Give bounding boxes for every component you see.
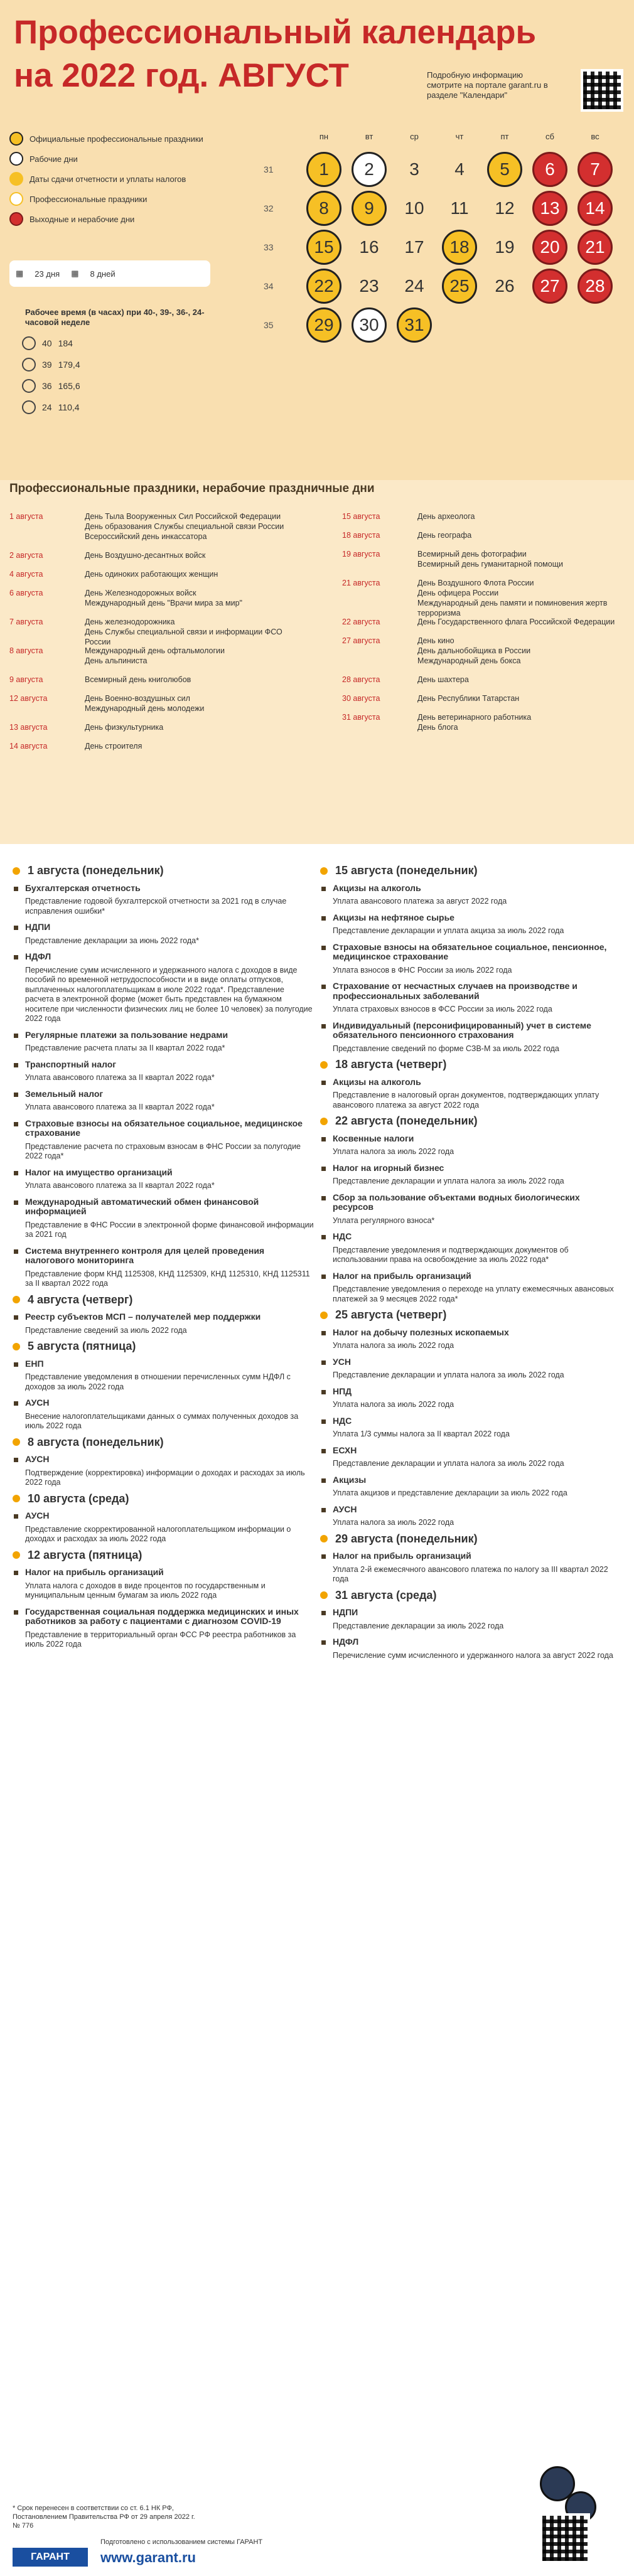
deadline-item <box>13 1607 314 1650</box>
date-heading <box>320 866 621 876</box>
calendar-day: 2 <box>352 152 387 187</box>
hours-list <box>22 333 80 418</box>
dot-icon <box>9 192 23 206</box>
calendar-day: 18 <box>442 230 477 265</box>
footnote: * Срок перенесен в соответствии со ст. 6.1 НК РФ, Постановлением Правительства РФ от 29 апреля 2022 г. № 776 <box>13 2504 195 2530</box>
calendar-week <box>264 306 618 345</box>
deadline-text: Представление декларации и уплата налога за июль 2022 года <box>333 1459 564 1468</box>
clock-icon <box>22 358 36 371</box>
deadline-text: Уплата авансового платежа за II квартал 2022 года* <box>25 1103 215 1111</box>
date-heading <box>13 1494 314 1504</box>
date-heading <box>320 1310 621 1320</box>
deadline-title: АУСН <box>333 1504 357 1514</box>
deadline-item <box>320 1551 621 1585</box>
deadline-item <box>13 1398 314 1431</box>
calendar-day: 14 <box>578 191 613 226</box>
deadline-text: Уплата авансового платежа за II квартал 2022 года* <box>25 1073 215 1082</box>
deadline-text: Представление декларации за июнь 2022 года* <box>25 936 199 945</box>
site-link[interactable]: www.garant.ru <box>100 2550 196 2565</box>
calendar-day: 9 <box>352 191 387 226</box>
deadline-title: НДПИ <box>25 922 51 932</box>
holiday-date: 21 августа <box>342 579 380 587</box>
calendar-day: 1 <box>306 152 341 187</box>
deadline-item <box>320 1357 621 1381</box>
deadline-title: Налог на добычу полезных ископаемых <box>333 1327 509 1337</box>
date-heading <box>320 1588 621 1601</box>
date-heading-text: 25 августа (четверг) <box>335 1308 447 1321</box>
day-header: чт <box>455 132 464 141</box>
calendar-week <box>264 267 618 306</box>
deadline-title: НДФЛ <box>25 951 51 961</box>
deadline-title: Государственная социальная поддержка медицинских и иных работников за работу с пациентами с диагнозом COVID-19 <box>25 1606 299 1626</box>
deadline-text: Уплата страховых взносов в ФСС России за июль 2022 года <box>333 1005 552 1013</box>
calendar-day <box>442 307 477 343</box>
holiday-date: 30 августа <box>342 694 380 703</box>
holiday-text: День Республики Татарстан <box>417 694 520 703</box>
deadline-text: Представление уведомления в отношении перечисленных сумм НДФЛ с доходов за июль 2022 года <box>25 1372 291 1391</box>
hours-week: 36 <box>42 380 52 391</box>
page-title: Профессиональный календарь <box>14 14 537 51</box>
deadline-title: Акцизы <box>333 1474 367 1485</box>
date-heading-text: 22 августа (понедельник) <box>335 1114 478 1127</box>
date-heading-text: 4 августа (четверг) <box>28 1293 133 1306</box>
holiday-text: Международный день офтальмологии День альпиниста <box>85 646 225 665</box>
deadline-text: Представление декларации и уплата налога за июль 2022 года <box>333 1371 564 1379</box>
date-heading <box>13 1548 314 1561</box>
deadline-item <box>13 1312 314 1335</box>
deadline-item <box>13 1511 314 1544</box>
legend-item: Официальные профессиональные праздники <box>30 134 203 144</box>
deadline-item <box>13 1568 314 1601</box>
bullet-icon <box>13 1438 20 1446</box>
deadline-title: Налог на прибыль организаций <box>333 1270 471 1281</box>
hours-value: 110,4 <box>58 402 80 412</box>
work-days: 23 дня <box>35 269 60 279</box>
holiday-text: День археолога <box>417 512 475 521</box>
deadline-title: Налог на имущество организаций <box>25 1167 173 1177</box>
date-heading <box>320 1534 621 1544</box>
deadline-text: Уплата авансового платежа за II квартал 2022 года* <box>25 1181 215 1190</box>
deadline-text: Уплата налога с доходов в виде процентов по государственным и муниципальным ценным бумагам за июль 2022 года <box>25 1581 266 1600</box>
date-heading-text: 31 августа (среда) <box>335 1588 437 1601</box>
holiday-date: 18 августа <box>342 531 380 540</box>
date-heading <box>13 1342 314 1352</box>
week-number: 32 <box>264 203 274 213</box>
deadline-title: АУСН <box>25 1398 50 1408</box>
deadline-title: НДПИ <box>333 1607 358 1617</box>
deadline-text: Уплата 2-й ежемесячного авансового платежа по налогу за III квартал 2022 года <box>333 1564 608 1583</box>
bullet-icon <box>320 1591 328 1599</box>
deadline-item <box>320 1077 621 1111</box>
calendar-day: 7 <box>578 152 613 187</box>
deadline-item <box>320 1475 621 1499</box>
deadline-text: Представление декларации и уплата акциза за июль 2022 года <box>333 926 564 935</box>
bullet-icon <box>320 1061 328 1069</box>
deadline-text: Уплата налога за июль 2022 года <box>333 1147 454 1156</box>
deadline-item <box>13 1089 314 1113</box>
holiday-date: 2 августа <box>9 551 43 560</box>
day-header: сб <box>545 132 554 141</box>
date-heading-text: 5 августа (пятница) <box>28 1340 136 1352</box>
clock-icon <box>22 379 36 393</box>
hours-value: 165,6 <box>58 380 80 391</box>
deadline-text: Уплата налога за июль 2022 года <box>333 1518 454 1527</box>
date-heading <box>13 1435 314 1448</box>
deadline-text: Представление в ФНС России в электронной форме финансовой информации за 2021 год <box>25 1220 314 1239</box>
brand-logo: ГАРАНТ <box>13 2548 88 2567</box>
holiday-text: День физкультурника <box>85 723 164 732</box>
holiday-text: Всемирный день фотографии Всемирный день гуманитарной помощи <box>417 550 563 569</box>
deadline-item <box>13 1168 314 1191</box>
deadline-text: Уплата 1/3 суммы налога за II квартал 2022 года <box>333 1430 510 1438</box>
calendar-day: 17 <box>404 237 424 257</box>
holiday-text: День шахтера <box>417 675 469 684</box>
deadline-title: Бухгалтерская отчетность <box>25 882 141 893</box>
deadline-item <box>320 1232 621 1265</box>
deadline-title: Индивидуальный (персонифицированный) учет в системе обязательного пенсионного страхования <box>333 1020 591 1040</box>
deadline-title: Регулярные платежи за пользование недрами <box>25 1029 228 1040</box>
calendar-icon: ▦ <box>16 269 24 278</box>
holiday-text: День железнодорожника День Службы специальной связи и информации ФСО России <box>85 617 282 646</box>
deadline-title: Налог на прибыль организаций <box>333 1551 471 1561</box>
deadline-text: Представление скорректированной налогоплательщиком информации о доходах и расходах за июль 2022 года <box>25 1524 291 1543</box>
deadline-item <box>320 1021 621 1054</box>
deadline-title: Страхование от несчастных случаев на производстве и профессиональных заболеваний <box>333 981 578 1001</box>
calendar-day: 30 <box>352 307 387 343</box>
info-text: Подробную информацию смотрите на портале garant.ru в разделе "Календари" <box>427 70 548 100</box>
holiday-text: День одиноких работающих женщин <box>85 570 218 579</box>
deadline-title: Косвенные налоги <box>333 1133 414 1143</box>
deadline-text: Уплата налога за июль 2022 года <box>333 1341 454 1350</box>
day-header: вт <box>365 132 373 141</box>
holiday-text: День Воздушно-десантных войск <box>85 551 206 560</box>
deadline-item <box>320 1193 621 1226</box>
holiday-date: 7 августа <box>9 617 43 626</box>
qr-code-icon <box>581 69 623 112</box>
deadline-title: Реестр субъектов МСП – получателей мер поддержки <box>25 1312 261 1322</box>
deadline-item <box>320 1163 621 1187</box>
foot-note: Подготовлено с использованием системы ГАРАНТ <box>100 2538 263 2546</box>
deadline-title: НДС <box>333 1415 352 1426</box>
holiday-text: День Железнодорожных войск Международный день "Врачи мира за мир" <box>85 589 242 607</box>
deadline-text: Перечисление сумм исчисленного и удержанного налога с доходов в виде пособий по временной нетрудоспособности и в виде оплаты отпусков, выплаченных налогоплательщикам в июле 2022 года*. Представление расчета в электронной форме (может быть представлен на бумажном носителе при численности физических лиц не более 10 человек) за полугодие 2022 года <box>25 965 313 1023</box>
calendar-day: 26 <box>495 276 515 296</box>
date-heading-text: 29 августа (понедельник) <box>335 1532 478 1545</box>
bullet-icon <box>13 1551 20 1559</box>
deadline-text: Представление уведомления о переходе на уплату ежемесячных авансовых платежей за 9 месяцев 2022 года* <box>333 1285 614 1303</box>
dot-icon <box>9 212 23 226</box>
legend-item: Профессиональные праздники <box>30 194 148 204</box>
calendar-day: 24 <box>404 276 424 296</box>
dot-icon <box>9 172 23 186</box>
deadline-title: Страховые взносы на обязательное социальное, пенсионное, медицинское страхование <box>333 941 607 961</box>
dot-icon <box>9 132 23 146</box>
deadline-text: Уплата взносов в ФНС России за июль 2022 года <box>333 965 512 975</box>
week-number: 33 <box>264 242 274 252</box>
deadline-title: Земельный налог <box>25 1088 104 1099</box>
date-heading <box>320 1116 621 1126</box>
deadline-text: Представление годовой бухгалтерской отчетности за 2021 год в случае исправления ошибки* <box>25 897 287 916</box>
holiday-text: День строителя <box>85 742 142 751</box>
bullet-icon <box>320 867 328 875</box>
deadline-title: Транспортный налог <box>25 1059 117 1069</box>
deadline-title: АУСН <box>25 1454 50 1464</box>
deadline-item <box>320 943 621 976</box>
legend-item: Выходные и нерабочие дни <box>30 214 135 224</box>
holiday-date: 13 августа <box>9 723 48 732</box>
deadline-item <box>320 1505 621 1528</box>
holiday-date: 28 августа <box>342 675 380 684</box>
deadline-title: НДС <box>333 1231 352 1241</box>
calendar-day: 19 <box>495 237 515 257</box>
hours-week: 40 <box>42 338 52 348</box>
bullet-icon <box>13 1296 20 1303</box>
calendar-day: 22 <box>306 269 341 304</box>
holiday-text: День Воздушного Флота России День офицера России Международный день памяти и поминовения жертв терроризма <box>417 579 608 617</box>
hours-week: 24 <box>42 402 52 412</box>
deadline-item <box>13 1359 314 1392</box>
deadline-text: Уплата авансового платежа за август 2022 года <box>333 897 507 906</box>
date-heading <box>13 1295 314 1305</box>
deadline-title: Сбор за пользование объектами водных биологических ресурсов <box>333 1192 580 1212</box>
holiday-text: День кино День дальнобойщика в России Международный день бокса <box>417 636 531 665</box>
deadline-text: Уплата налога за июль 2022 года <box>333 1400 454 1409</box>
qr-code-icon <box>540 2513 590 2563</box>
date-heading-text: 8 августа (понедельник) <box>28 1435 164 1448</box>
bullet-icon <box>320 1118 328 1125</box>
holiday-date: 12 августа <box>9 694 48 703</box>
deadline-text: Представление сведений за июль 2022 года <box>25 1325 187 1335</box>
legend-item: Рабочие дни <box>30 154 78 164</box>
date-heading-text: 12 августа (пятница) <box>28 1548 142 1561</box>
clock-icon <box>22 400 36 414</box>
deadline-text: Представление в налоговый орган документов, подтверждающих уплату авансового платежа за август 2022 года <box>333 1091 599 1109</box>
calendar-day: 29 <box>306 307 341 343</box>
deadline-title: Акцизы на алкоголь <box>333 1076 421 1087</box>
deadline-title: Налог на прибыль организаций <box>25 1567 164 1577</box>
deadline-item <box>13 1030 314 1054</box>
deadline-item <box>13 1060 314 1083</box>
holiday-text: День Государственного флага Российской Федерации <box>417 617 615 626</box>
work-hours-title: Рабочее время (в часах) при 40-, 39-, 36-, 24-часовой неделе <box>25 307 205 327</box>
bullet-icon <box>320 1535 328 1542</box>
deadline-item <box>13 922 314 946</box>
calendar-day: 11 <box>450 198 469 218</box>
calendar-day: 27 <box>532 269 567 304</box>
deadline-item <box>320 981 621 1015</box>
holiday-text: День географа <box>417 531 472 540</box>
deadline-item <box>320 1271 621 1305</box>
rest-days: 8 дней <box>90 269 116 279</box>
deadline-item <box>320 1446 621 1469</box>
deadline-title: Акцизы на нефтяное сырье <box>333 912 454 922</box>
holiday-date: 27 августа <box>342 636 380 645</box>
deadline-text: Уплата акцизов и представление декларации за июль 2022 года <box>333 1488 567 1497</box>
legend <box>9 129 248 229</box>
deadline-text: Представление сведений по форме СЗВ-М за июль 2022 года <box>333 1044 559 1053</box>
calendar-day: 23 <box>359 276 379 296</box>
day-header: ср <box>410 132 419 141</box>
deadline-title: Страховые взносы на обязательное социальное, медицинское страхование <box>25 1118 303 1138</box>
date-heading-text: 18 августа (четверг) <box>335 1058 447 1071</box>
bullet-icon <box>320 1312 328 1319</box>
hours-week: 39 <box>42 359 52 370</box>
deadline-title: НПД <box>333 1386 352 1396</box>
calendar-day: 25 <box>442 269 477 304</box>
calendar-day: 3 <box>409 159 419 179</box>
deadline-item <box>320 1387 621 1410</box>
deadline-text: Представление расчета платы за II квартал 2022 года* <box>25 1044 225 1052</box>
bullet-icon <box>13 867 20 875</box>
calendar-week <box>264 150 618 189</box>
holiday-date: 4 августа <box>9 570 43 579</box>
deadline-item <box>320 1637 621 1660</box>
deadline-item <box>320 1328 621 1351</box>
calendar-day: 8 <box>306 191 341 226</box>
holiday-date: 1 августа <box>9 512 43 521</box>
deadline-title: Налог на игорный бизнес <box>333 1162 444 1173</box>
calendar-day: 5 <box>487 152 522 187</box>
deadline-item <box>320 1134 621 1157</box>
hours-value: 179,4 <box>58 359 80 370</box>
deadline-text: Представление декларации за июль 2022 года <box>333 1621 504 1630</box>
dot-icon <box>9 152 23 166</box>
holiday-date: 6 августа <box>9 589 43 597</box>
deadline-text: Представление форм КНД 1125308, КНД 1125309, КНД 1125310, КНД 1125311 за II квартал 2022 года <box>25 1269 310 1288</box>
date-heading-text: 1 августа (понедельник) <box>28 864 164 877</box>
deadline-text: Представление в территориальный орган ФСС РФ реестра работников за июль 2022 года <box>25 1630 296 1649</box>
bullet-icon <box>13 1343 20 1350</box>
deadline-item <box>13 884 314 917</box>
holiday-text: День Военно-воздушных сил Международный день молодежи <box>85 694 205 713</box>
deadline-item <box>13 1246 314 1289</box>
deadline-title: ЕСХН <box>333 1445 357 1455</box>
calendar-day: 20 <box>532 230 567 265</box>
deadline-text: Представление уведомления и подтверждающих документов об использовании права на освобождение за июль 2022 года* <box>333 1245 569 1264</box>
hours-value: 184 <box>58 338 73 348</box>
deadline-item <box>320 1608 621 1631</box>
calendar-day <box>487 307 522 343</box>
calendar-day <box>532 307 567 343</box>
calendar-day: 28 <box>578 269 613 304</box>
deadline-text: Перечисление сумм исчисленного и удержанного налога за август 2022 года <box>333 1650 613 1660</box>
holiday-date: 15 августа <box>342 512 380 521</box>
deadline-title: ЕНП <box>25 1358 44 1369</box>
deadline-item <box>13 952 314 1024</box>
deadline-item <box>13 1119 314 1162</box>
deadline-item <box>320 913 621 936</box>
holiday-date: 9 августа <box>9 675 43 684</box>
holiday-text: Всемирный день книголюбов <box>85 675 191 684</box>
legend-item: Даты сдачи отчетности и уплаты налогов <box>30 174 186 184</box>
calendar-day: 6 <box>532 152 567 187</box>
calendar-day: 31 <box>397 307 432 343</box>
calendar-week <box>264 189 618 228</box>
holiday-date: 8 августа <box>9 646 43 655</box>
holiday-text: День ветеринарного работника День блога <box>417 713 532 732</box>
week-number: 34 <box>264 281 274 291</box>
holiday-date: 14 августа <box>9 742 48 751</box>
deadline-text: Внесение налогоплательщиками данных о суммах полученных доходов за июль 2022 года <box>25 1411 299 1430</box>
deadline-item <box>13 1455 314 1488</box>
month-calendar <box>264 132 618 345</box>
calendar-day: 16 <box>359 237 379 257</box>
calendar-day: 13 <box>532 191 567 226</box>
day-header: пн <box>319 132 329 141</box>
calendar-week <box>264 228 618 267</box>
calendar-day: 12 <box>495 198 515 218</box>
clock-icon <box>22 336 36 350</box>
date-heading-text: 15 августа (понедельник) <box>335 864 478 877</box>
deadline-item <box>320 1416 621 1440</box>
deadline-item <box>320 884 621 907</box>
day-header: пт <box>500 132 509 141</box>
date-heading <box>13 866 314 876</box>
deadline-text: Представление расчета по страховым взносам в ФНС России за полугодие 2022 года* <box>25 1141 301 1160</box>
calendar-day: 10 <box>404 198 424 218</box>
calendar-day: 15 <box>306 230 341 265</box>
holiday-date: 31 августа <box>342 713 380 722</box>
week-number: 31 <box>264 164 274 174</box>
deadline-title: НДФЛ <box>333 1637 359 1647</box>
deadline-item <box>13 1197 314 1240</box>
deadline-title: Акцизы на алкоголь <box>333 882 421 893</box>
calendar-icon: ▦ <box>71 269 79 278</box>
deadline-title: УСН <box>333 1356 351 1367</box>
page-subtitle: на 2022 год. АВГУСТ <box>14 57 349 94</box>
holidays-title: Профессиональные праздники, нерабочие праздничные дни <box>9 482 375 495</box>
deadline-text: Представление декларации и уплата налога за июль 2022 года <box>333 1177 564 1185</box>
holiday-text: День Тыла Вооруженных Сил Российской Федерации День образования Службы специальной связи России Всероссийский день инкассатора <box>85 512 284 541</box>
calendar-day <box>578 307 613 343</box>
holiday-date: 19 августа <box>342 550 380 558</box>
bullet-icon <box>13 1495 20 1502</box>
deadline-title: АУСН <box>25 1510 50 1520</box>
deadline-title: Система внутреннего контроля для целей проведения налогового мониторинга <box>25 1245 265 1265</box>
deadline-title: Международный автоматический обмен финансовой информацией <box>25 1196 259 1216</box>
date-heading-text: 10 августа (среда) <box>28 1492 129 1505</box>
deadline-text: Подтверждение (корректировка) информации о доходах и расходах за июль 2022 года <box>25 1468 305 1487</box>
date-heading <box>320 1060 621 1070</box>
calendar-day: 4 <box>454 159 465 179</box>
calendar-day: 21 <box>578 230 613 265</box>
day-header: вс <box>591 132 599 141</box>
deadline-text: Уплата регулярного взноса* <box>333 1216 435 1225</box>
work-days-box <box>9 260 210 287</box>
holiday-date: 22 августа <box>342 617 380 626</box>
week-number: 35 <box>264 320 274 330</box>
